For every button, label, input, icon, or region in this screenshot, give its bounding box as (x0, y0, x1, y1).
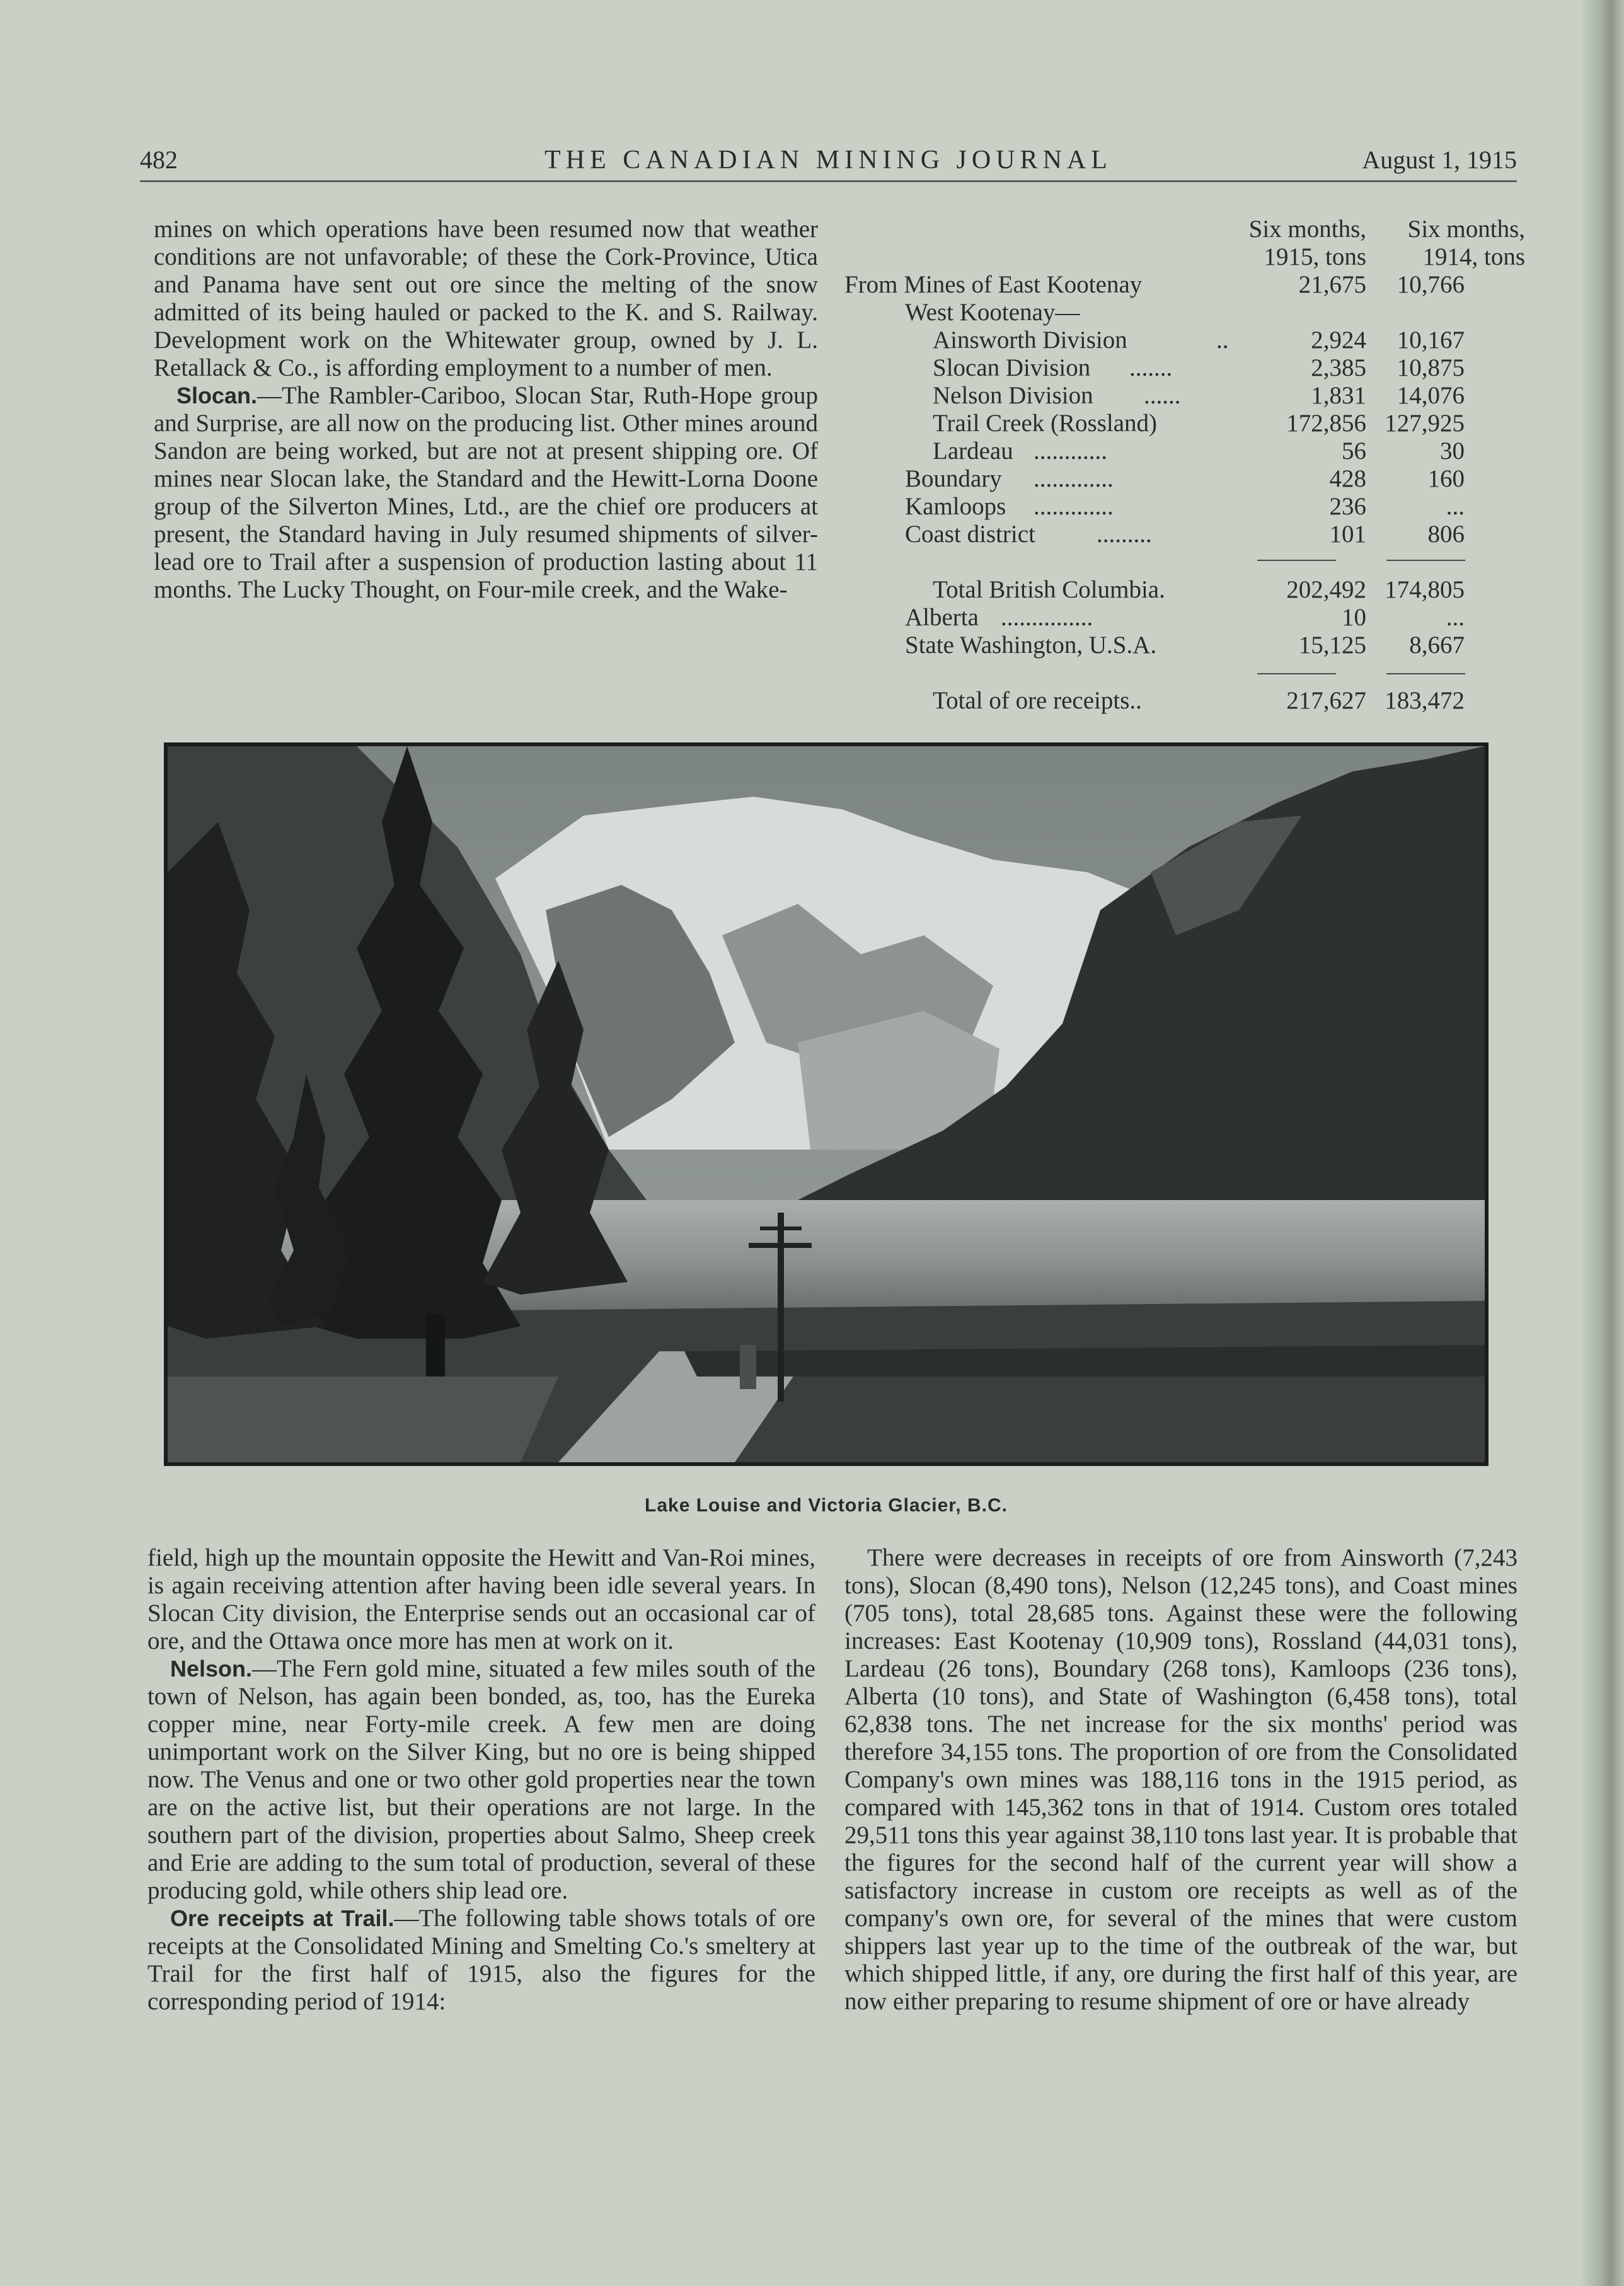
table-row (844, 632, 1525, 659)
value-1915: 172,856 (1286, 410, 1366, 437)
value-1914: 8,667 (1409, 632, 1465, 659)
row-label: Slocan Division (933, 354, 1091, 381)
value-1914: ... (1446, 604, 1465, 631)
table-row (844, 437, 1525, 465)
row-label: Lardeau (933, 437, 1013, 465)
slocan-text: —The Rambler-Cariboo, Slocan Star, Ruth-Hope group and Surprise, are all now on the producing list. Other mines around Sandon are being worked, but are not at present shipping ore. Of mines near Slocan lake, the Standard and the Hewitt-Lorna Doone group of the Silverton Mines, Ltd., are the chief ore producers at present, the Standard having in July resumed shipments of silver-lead ore to Trail after a suspension of production lasting about 11 months. The Lucky Thought, on Four-mile creek, and the Wake- (154, 382, 818, 603)
paragraph-ore-receipts (147, 1905, 815, 2016)
row-label: State Washington, U.S.A. (905, 632, 1157, 659)
value-1914: 10,875 (1397, 354, 1465, 381)
value-1915: 21,675 (1298, 271, 1366, 298)
page-number: 482 (140, 146, 178, 174)
table-row (844, 493, 1525, 521)
table-row (844, 382, 1525, 410)
paragraph-nelson (147, 1655, 815, 1905)
table-row (844, 299, 1525, 326)
photo-caption: Lake Louise and Victoria Glacier, B.C. (645, 1495, 1008, 1516)
value-1914: 183,472 (1385, 687, 1465, 714)
value-1914: 10,167 (1397, 326, 1465, 354)
table-row (844, 271, 1525, 299)
nelson-text: —The Fern gold mine, situated a few miles south of the town of Nelson, has again been bonded, as, too, has the Eureka copper mine, near Forty-mile creek. A few men are doing unimportant work on the Silver King, but no ore is being shipped now. The Venus and one or two other gold properties near the town are on the active list, but their operations are not large. In the southern part of the division, properties about Salmo, Sheep creek and Erie are adding to the sum total of production, several of these producing gold, while others ship lead ore. (147, 1655, 815, 1904)
table-row (844, 687, 1525, 715)
value-1914: 806 (1427, 521, 1465, 548)
row-label: Total British Columbia. (933, 576, 1165, 603)
paragraph-wakefield: field, high up the mountain opposite the Hewitt and Van-Roi mines, is again receiving attention after having been idle several years. In Slocan City division, the Enterprise sends out an occasional car of ore, and the Ottawa once more has men at work on it. (147, 1544, 815, 1654)
table-row (844, 326, 1525, 354)
right-column-bottom (844, 1544, 1517, 2016)
paragraph-mines-resumed: mines on which operations have been resumed now that weather conditions are not unfavorable; of these the Cork-Province, Utica and Panama have sent out ore since the melting of the snow admitted of its being hauled or packed to the K. and S. Railway. Development work on the Whitewater group, owned by J. L. Retallack & Co., is affording employment to a number of men. (154, 216, 818, 381)
value-1915: 101 (1329, 521, 1366, 548)
leader-dots: ............. (1034, 465, 1114, 492)
table-row (844, 410, 1525, 437)
ore-receipts-text: —The following table shows totals of ore receipts at the Consolidated Mining and Smelting Co.'s smeltery at Trail for the first half of 1915, also the figures for the corresponding period of 1914: (147, 1905, 815, 2015)
subtotal-rule-1915 (1257, 560, 1336, 561)
table-row (844, 604, 1525, 632)
lake-louise-photo (164, 742, 1489, 1466)
col-1915-header-2: 1915, tons (1264, 243, 1366, 270)
nelson-heading: Nelson. (170, 1656, 253, 1682)
value-1915: 428 (1329, 465, 1366, 492)
value-1915: 56 (1342, 437, 1366, 465)
value-1915: 217,627 (1286, 687, 1366, 714)
leader-dots: ............. (1034, 493, 1114, 520)
table-header-row-1 (844, 216, 1525, 243)
table-row (844, 576, 1525, 604)
leader-dots: .. (1216, 326, 1229, 354)
paragraph-decreases: There were decreases in receipts of ore from Ainsworth (7,243 tons), Slocan (8,490 tons), Nelson (12,245 tons), and Coast mines (705 tons), total 28,685 tons. Against these were the following increases: East Kootenay (10,909 tons), Rossland (44,031 tons), Lardeau (26 tons), Boundary (268 tons), Kamloops (236 tons), Alberta (10 tons), and State of Washington (6,458 tons), total 62,838 tons. The net increase for the six months' period was therefore 34,155 tons. The proportion of ore from the Consolidated Company's own mines was 188,116 tons in the 1915 period, as compared with 145,362 tons in that of 1914. Custom ores totaled 29,511 tons this year against 38,110 tons last year. It is probable that the figures for the second half of the current year will show a satisfactory increase in custom ore receipts as well as of the company's own ore, for several of the mines that were custom shippers last year up to the time of the outbreak of the war, but which shipped little, if any, ore during the first half of this year, are now either preparing to resume shipment of ore or have already (844, 1544, 1517, 2015)
issue-date: August 1, 1915 (1362, 146, 1517, 174)
ore-receipts-heading: Ore receipts at Trail. (170, 1905, 394, 1931)
value-1915: 236 (1329, 493, 1366, 520)
row-label: West Kootenay— (905, 299, 1080, 326)
leader-dots: ...... (1144, 382, 1181, 409)
value-1915: 2,924 (1311, 326, 1366, 354)
journal-title: THE CANADIAN MINING JOURNAL (544, 146, 1112, 175)
total-rule-1915 (1257, 673, 1336, 674)
col-1914-header-1: Six months, (1407, 216, 1525, 243)
value-1914: 14,076 (1397, 382, 1465, 409)
page-binding-shadow (1580, 0, 1624, 2286)
value-1914: ... (1446, 493, 1465, 520)
leader-dots: ............ (1034, 437, 1107, 465)
value-1915: 1,831 (1311, 382, 1366, 409)
value-1914: 10,766 (1397, 271, 1465, 298)
col-1914-header-2: 1914, tons (1422, 243, 1525, 270)
row-label: Total of ore receipts.. (933, 687, 1142, 714)
table-row (844, 521, 1525, 548)
landscape-illustration (168, 746, 1485, 1462)
value-1915: 2,385 (1311, 354, 1366, 381)
value-1914: 127,925 (1385, 410, 1465, 437)
value-1914: 174,805 (1385, 576, 1465, 603)
table-spacer (844, 548, 1525, 576)
value-1915: 202,492 (1286, 576, 1366, 603)
left-column-top (154, 216, 818, 604)
row-label: From Mines of East Kootenay (844, 271, 1143, 298)
row-label: Ainsworth Division (933, 326, 1127, 354)
col-1915-header-1: Six months, (1248, 216, 1366, 243)
row-label: Boundary (905, 465, 1002, 492)
slocan-heading: Slocan. (176, 383, 258, 408)
row-label: Trail Creek (Rossland) (933, 410, 1158, 437)
table-row (844, 465, 1525, 493)
row-label: Coast district (905, 521, 1035, 548)
leader-dots: ............... (1001, 604, 1093, 631)
subtotal-rule-1914 (1386, 560, 1465, 561)
left-column-bottom (147, 1544, 815, 2016)
table-row (844, 354, 1525, 382)
row-label: Nelson Division (933, 382, 1093, 409)
row-label: Alberta (905, 604, 979, 631)
paragraph-slocan (154, 382, 818, 604)
table-header-row-2 (844, 243, 1525, 271)
value-1915: 10 (1342, 604, 1366, 631)
value-1914: 30 (1440, 437, 1465, 465)
leader-dots: ......... (1097, 521, 1152, 548)
value-1915: 15,125 (1298, 632, 1366, 659)
ore-receipts-table (844, 216, 1525, 715)
page-header (140, 141, 1517, 182)
value-1914: 160 (1427, 465, 1465, 492)
row-label: Kamloops (905, 493, 1006, 520)
leader-dots: ....... (1129, 354, 1173, 381)
total-rule-1914 (1386, 673, 1465, 674)
